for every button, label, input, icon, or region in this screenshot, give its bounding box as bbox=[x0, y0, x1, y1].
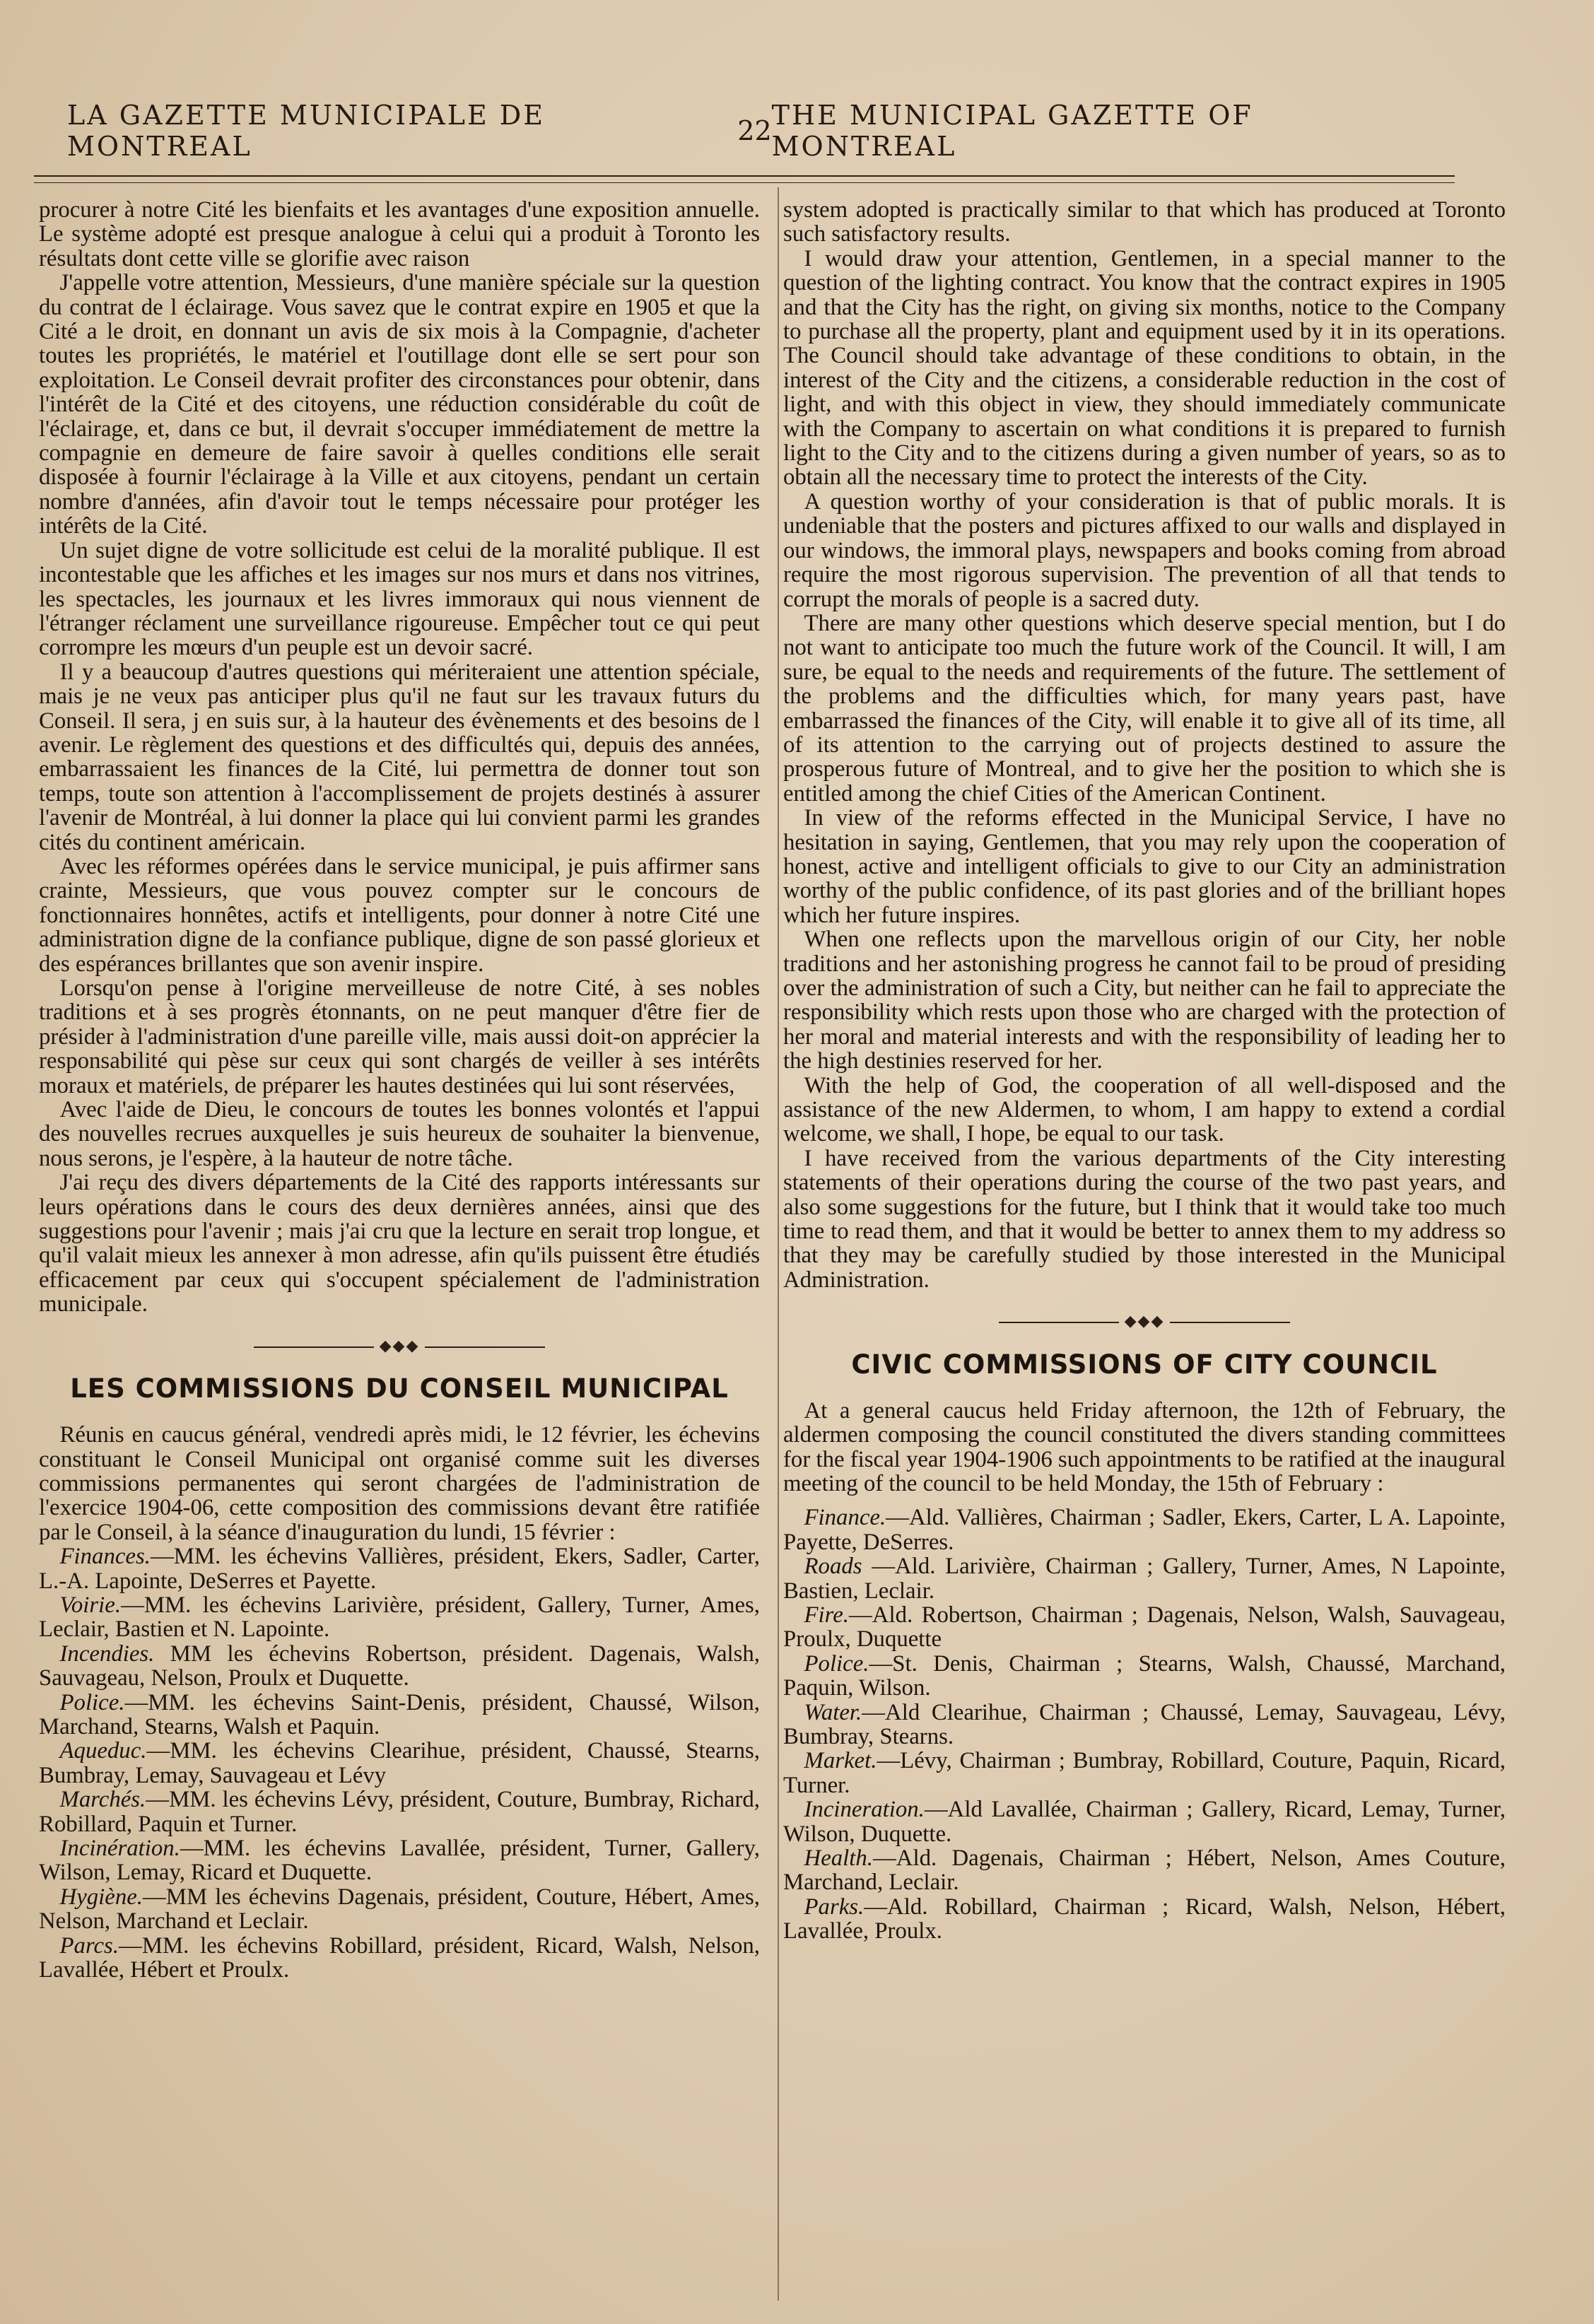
commission-members: —MM. les échevins Lévy, président, Couture, Bumbray, Richard, Robillard, Paquin et Turner. bbox=[39, 1787, 760, 1837]
commission-name: Hygiène. bbox=[59, 1884, 143, 1910]
commission-name: Health. bbox=[804, 1845, 873, 1871]
commission-name: Parcs. bbox=[59, 1932, 119, 1959]
fr-commission-item bbox=[39, 1788, 760, 1836]
commission-members: —Ald. Robertson, Chairman ; Dagenais, Nelson, Walsh, Sauvageau, Proulx, Duquette bbox=[783, 1602, 1506, 1653]
commission-name: Parks. bbox=[804, 1894, 865, 1920]
fr-ornament-divider bbox=[39, 1334, 760, 1358]
en-commission-item bbox=[783, 1797, 1506, 1846]
en-paragraph: system adopted is practically similar to that which has produced at Toronto such satisfactory results. bbox=[783, 197, 1506, 247]
commission-name: Incendies. bbox=[59, 1641, 155, 1667]
header-rule-bottom bbox=[34, 182, 1455, 183]
commission-members: —Ald. Vallières, Chairman ; Sadler, Ekers, Carter, L A. Lapointe, Payette, DeSerres. bbox=[783, 1505, 1506, 1555]
commission-members: —Ald. Robillard, Chairman ; Ricard, Walsh, Nelson, Hébert, Lavallée, Proulx. bbox=[783, 1894, 1506, 1944]
fr-commissions-intro: Réunis en caucus général, vendredi après midi, le 12 février, les échevins constituant le Conseil Municipal ont organisé comme suit les diverses commissions permanentes qui seront chargées de l'administration de l'exercice 1904-06, cette composition des commissions devant être ratifiée par le Conseil, à la séance d'inauguration du lundi, 15 février : bbox=[39, 1422, 760, 1545]
header-left-title: LA GAZETTE MUNICIPALE DE MONTREAL bbox=[67, 100, 545, 162]
fr-section-title: LES COMMISSIONS DU CONSEIL MUNICIPAL bbox=[70, 1373, 729, 1404]
commission-members: —St. Denis, Chairman ; Stearns, Walsh, Chaussé, Marchand, Paquin, Wilson. bbox=[783, 1650, 1506, 1701]
commission-members: —Ald. Larivière, Chairman ; Gallery, Turner, Ames, N Lapointe, Bastien, Leclair. bbox=[783, 1554, 1506, 1604]
en-paragraph: In view of the reforms effected in the Municipal Service, I have no hesitation in saying, Gentlemen, that you may rely upon the cooperation of honest, active and intelligent officials to give to our City an administration worthy of the public confidence, of its past glories and of the brilliant hopes which her future inspires. bbox=[783, 805, 1506, 928]
fr-commission-item bbox=[39, 1544, 760, 1593]
commission-members: —MM. les échevins Clearihue, président, Chaussé, Stearns, Bumbray, Lemay, Sauvageau et Lévy bbox=[39, 1738, 760, 1788]
page-header bbox=[67, 100, 1446, 162]
column-divider bbox=[778, 187, 779, 2301]
en-ornament-divider bbox=[783, 1309, 1506, 1333]
fr-paragraph: Il y a beaucoup d'autres questions qui mériteraient une attention spéciale, mais je ne veux pas anticiper plus qu'il ne faut sur les travaux futurs du Conseil. Il sera, j en suis sur, à la hauteur des évènements et des besoins de l avenir. Le règlement des questions et des difficultés qui, depuis des années, embarrassaient les finances de la Cité, lui permettra de donner tout son temps, toute son attention à l'accomplissement de projets destinés à assurer l'avenir de Montréal, à lui donner la place qui lui convient parmi les grandes cités du continent américain. bbox=[39, 659, 760, 855]
commission-name: Police. bbox=[59, 1689, 125, 1715]
fr-paragraph: Un sujet digne de votre sollicitude est celui de la moralité publique. Il est incontestable que les affiches et les images sur nos murs et dans nos vitrines, les spectacles, les journaux et les livres immoraux qui nous viennent de l'étranger réclament une surveillance rigoureuse. Empêcher tout ce qui peut corrompre les mœurs d'un peuple est un devoir sacré. bbox=[39, 537, 760, 661]
commission-name: Fire. bbox=[804, 1602, 849, 1628]
en-commission-item bbox=[783, 1652, 1506, 1701]
en-commission-item bbox=[783, 1749, 1506, 1797]
en-commission-item bbox=[783, 1603, 1506, 1652]
commission-members: —MM les échevins Dagenais, président, Couture, Hébert, Ames, Nelson, Marchand et Leclair. bbox=[39, 1884, 760, 1935]
commission-members: —MM. les échevins Larivière, président, Gallery, Turner, Ames, Leclair, Bastien et N. Lapointe. bbox=[39, 1592, 760, 1643]
fr-commission-item bbox=[39, 1642, 760, 1691]
en-paragraph: When one reflects upon the marvellous origin of our City, her noble traditions and her astonishing progress he cannot fail to be proud of presiding over the administration of such a City, but neither can he fail to appreciate the responsibility which rests upon those who are charged with the protection of her moral and material interests and with the responsibility of leading her to the high destinies reserved for her. bbox=[783, 927, 1506, 1074]
page-number: 22 bbox=[737, 115, 772, 146]
commission-members: —Ald Lavallée, Chairman ; Gallery, Ricard, Lemay, Turner, Wilson, Duquette. bbox=[783, 1797, 1506, 1847]
ornament-glyph: ◆◆◆ bbox=[379, 1336, 420, 1354]
en-commission-item bbox=[783, 1701, 1506, 1749]
french-column bbox=[39, 198, 760, 1982]
commission-name: Roads bbox=[804, 1554, 862, 1580]
commission-members: —Lévy, Chairman ; Bumbray, Robillard, Couture, Paquin, Ricard, Turner. bbox=[783, 1748, 1506, 1798]
en-paragraph: There are many other questions which deserve special mention, but I do not want to anticipate too much the future work of the Council. It will, I am sure, be equal to the needs and requirements of the future. The settlement of the problems and the difficulties which, for many years past, have embarrassed the finances of the City, will enable it to give all of its time, all of its attention to the carrying out of projects destined to assure the prosperous future of Montreal, and to give her the position to which she is entitled among the chief Cities of the American Continent. bbox=[783, 610, 1506, 806]
fr-commission-item bbox=[39, 1934, 760, 1983]
fr-commission-item bbox=[39, 1593, 760, 1642]
commission-members: —MM. les échevins Lavallée, président, Turner, Gallery, Wilson, Lemay, Ricard et Duquette. bbox=[39, 1836, 760, 1886]
en-commission-item bbox=[783, 1846, 1506, 1895]
fr-paragraph: Avec les réformes opérées dans le service municipal, je puis affirmer sans crainte, Messieurs, que vous pouvez compter sur le concours de fonctionnaires honnêtes, actifs et intelligents, pour donner à notre Cité une administration digne de la confiance publique, digne de son passé glorieux et des espérances brillantes que son avenir inspire. bbox=[39, 853, 760, 977]
header-rule-top bbox=[34, 175, 1455, 177]
fr-commission-item bbox=[39, 1691, 760, 1739]
commission-name: Marchés. bbox=[59, 1787, 146, 1813]
fr-paragraph: J'appelle votre attention, Messieurs, d'une manière spéciale sur la question du contrat de l éclairage. Vous savez que le contrat expire en 1905 et que la Cité a le droit, en donnant un avis de six mois à la Compagnie, d'acheter toutes les propriétés, le matériel et l'outillage dont elle se sert pour son exploitation. Le Conseil devrait profiter des circonstances pour obtenir, dans l'intérêt de la Cité et des citoyens, une réduction considérable du coût de l'éclairage, et, dans ce but, il devrait s'occuper immédiatement de mettre la compagnie en demeure de faire savoir à quelles conditions elle serait disposée à fournir l'éclairage à la Ville et aux citoyens, pendant un certain nombre d'années, afin d'avoir tout le temps nécessaire pour protéger les intérêts de la Cité. bbox=[39, 270, 760, 539]
en-paragraph: I would draw your attention, Gentlemen, in a special manner to the question of the lighting contract. You know that the contract expires in 1905 and that the City has the right, on giving six months, notice to the Company to purchase all the property, plant and equipment used by it in its operations. The Council should take advantage of these conditions to obtain, in the interest of the City and the citizens, a considerable reduction in the cost of light, and with this object in view, they should immediately communicate with the Company to ascertain on what conditions it is prepared to furnish light to the City and to the citizens during a given number of years, so as to obtain all the necessary time to protect the interests of the City. bbox=[783, 245, 1506, 491]
commission-members: —MM. les échevins Saint-Denis, président, Chaussé, Wilson, Marchand, Stearns, Walsh et Paquin. bbox=[39, 1689, 760, 1739]
fr-paragraph: procurer à notre Cité les bienfaits et les avantages d'une exposition annuelle. Le système adopté est presque analogue à celui qui a produit à Toronto les résultats dont cette ville se glorifie avec raison bbox=[39, 197, 760, 271]
header-right-title: THE MUNICIPAL GAZETTE OF MONTREAL bbox=[771, 100, 1253, 162]
en-commission-item bbox=[783, 1895, 1506, 1944]
commission-members: —MM. les échevins Vallières, président, Ekers, Sadler, Carter, L.-A. Lapointe, DeSerres et Payette. bbox=[39, 1544, 760, 1594]
fr-paragraph: J'ai reçu des divers départements de la Cité des rapports intéressants sur leurs opérations dans le cours des deux dernières années, ainsi que des suggestions pour l'avenir ; mais j'ai cru que la lecture en serait trop longue, et qu'il valait mieux les annexer à mon adresse, afin qu'ils puissent être étudiés efficacement par ceux qui s'occupent spécialement de l'administration municipale. bbox=[39, 1170, 760, 1317]
commission-name: Market. bbox=[804, 1748, 877, 1774]
en-section-title: CIVIC COMMISSIONS OF CITY COUNCIL bbox=[851, 1349, 1438, 1380]
commission-members: —MM. les échevins Robillard, président, Ricard, Walsh, Nelson, Lavallée, Hébert et Proulx. bbox=[39, 1932, 760, 1983]
fr-commission-item bbox=[39, 1836, 760, 1885]
commission-members: —Ald Clearihue, Chairman ; Chaussé, Lemay, Sauvageau, Lévy, Bumbray, Stearns. bbox=[783, 1699, 1506, 1749]
fr-paragraph: Lorsqu'on pense à l'origine merveilleuse de notre Cité, à ses nobles traditions et à ses progrès étonnants, on ne peut manquer d'être fier de présider à l'administration d'une pareille ville, mais aussi doit-on apprécier la responsabilité qui pèse sur ceux qui sont chargés de veiller à ses intérêts moraux et matériels, de préparer les hautes destinées qui lui sont réservées, bbox=[39, 975, 760, 1098]
commission-name: Finance. bbox=[804, 1505, 886, 1531]
commission-name: Aqueduc. bbox=[59, 1738, 147, 1764]
commission-name: Voirie. bbox=[59, 1592, 122, 1618]
fr-paragraph: Avec l'aide de Dieu, le concours de toutes les bonnes volontés et l'appui des nouvelles recrues auxquelles je suis heureux de souhaiter la bienvenue, nous serons, je l'espère, à la hauteur de notre tâche. bbox=[39, 1097, 760, 1171]
en-paragraph: I have received from the various departments of the City interesting statements of their operations during the course of the two past years, and also some suggestions for the future, but I think that it would take too much time to read them, and that it would be better to annex them to my address so that they may be carefully studied by those interested in the Municipal Administration. bbox=[783, 1145, 1506, 1293]
en-commission-item bbox=[783, 1554, 1506, 1603]
commission-name: Water. bbox=[804, 1699, 862, 1725]
ornament-glyph: ◆◆◆ bbox=[1124, 1312, 1165, 1330]
fr-commission-item bbox=[39, 1739, 760, 1788]
commission-members: —Ald. Dagenais, Chairman ; Hébert, Nelson, Ames Couture, Marchand, Leclair. bbox=[783, 1845, 1506, 1896]
commission-name: Finances. bbox=[59, 1544, 151, 1570]
commission-name: Incinération. bbox=[59, 1836, 180, 1861]
commission-members: MM les échevins Robertson, président. Dagenais, Walsh, Sauvageau, Nelson, Proulx et Duquette. bbox=[39, 1641, 760, 1691]
commission-name: Incineration. bbox=[804, 1797, 925, 1823]
fr-commission-item bbox=[39, 1885, 760, 1934]
en-commission-item bbox=[783, 1506, 1506, 1554]
en-paragraph: A question worthy of your consideration is that of public morals. It is undeniable that the posters and pictures affixed to our walls and displayed in our windows, the immoral plays, newspapers and books coming from abroad require the most rigorous supervision. The prevention of all that tends to corrupt the morals of people is a sacred duty. bbox=[783, 488, 1506, 612]
en-commissions-intro: At a general caucus held Friday afternoon, the 12th of February, the aldermen composing the council constituted the divers standing committees for the fiscal year 1904-1906 such appointments to be ratified at the inaugural meeting of the council to be held Monday, the 15th of February : bbox=[783, 1397, 1506, 1496]
en-paragraph: With the help of God, the cooperation of all well-disposed and the assistance of the new Aldermen, to whom, I am happy to extend a cordial welcome, we shall, I hope, be equal to our task. bbox=[783, 1072, 1506, 1147]
commission-name: Police. bbox=[804, 1650, 869, 1677]
english-column bbox=[783, 198, 1506, 1944]
